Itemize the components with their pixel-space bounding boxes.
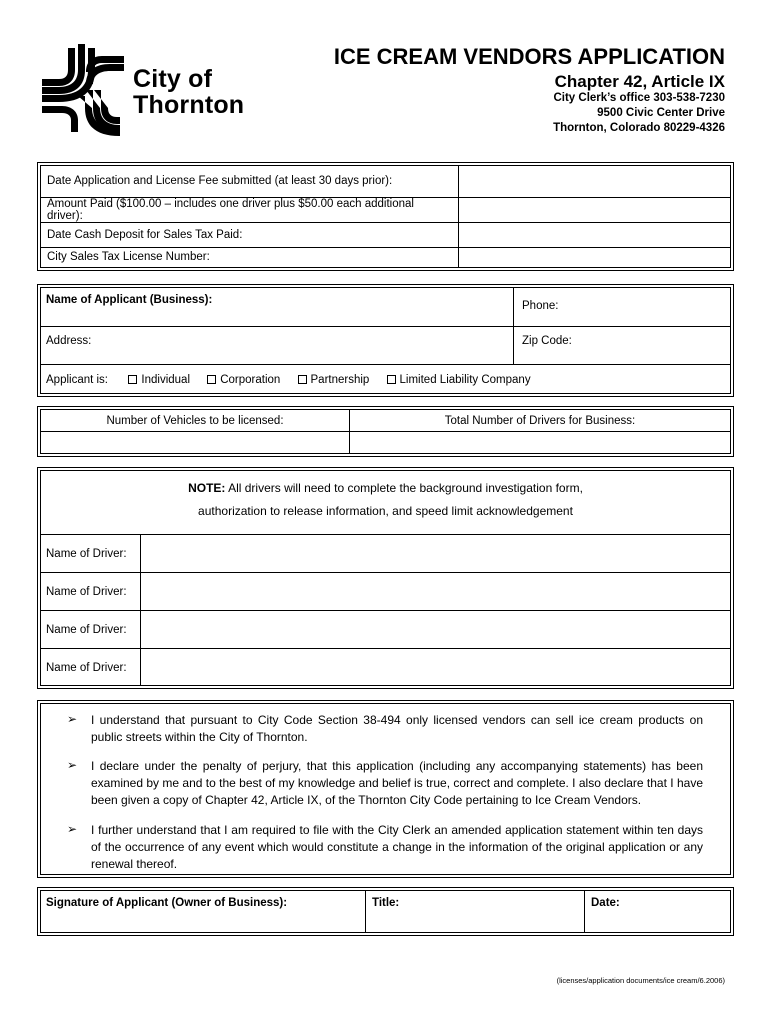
drivers-total-field[interactable] — [350, 432, 730, 453]
driver-row — [41, 610, 730, 648]
city-of-thornton-logo — [40, 44, 250, 136]
checkbox-icon[interactable] — [387, 375, 396, 384]
driver-name-field[interactable] — [140, 573, 730, 610]
business-name-label: Name of Applicant (Business): — [46, 294, 213, 306]
vehicles-label: Number of Vehicles to be licensed: — [41, 410, 350, 432]
checkbox-icon[interactable] — [298, 375, 307, 384]
applicant-type-label: Applicant is: — [46, 374, 109, 386]
driver-name-field[interactable] — [140, 611, 730, 648]
deposit-date-field[interactable] — [459, 222, 731, 247]
thornton-logo-mark-icon — [40, 44, 126, 136]
document-footer: (licenses/application documents/ice cream/6.2006) — [556, 976, 725, 985]
amount-paid-label: Amount Paid ($100.00 – includes one driver plus $50.00 each additional driver): — [41, 197, 459, 222]
address-field[interactable] — [41, 327, 514, 365]
bullet-arrow-icon: ➢ — [67, 758, 78, 772]
driver-row — [41, 534, 730, 572]
statement-1: I understand that pursuant to City Code Section 38-494 only licensed vendors can sell ice cream products on public streets within the City of Thornton. — [91, 713, 703, 744]
driver-name-label: Name of Driver: — [46, 548, 127, 560]
tax-license-field[interactable] — [459, 247, 731, 267]
checkbox-icon[interactable] — [128, 375, 137, 384]
signature-field[interactable] — [41, 891, 366, 932]
drivers-total-label: Total Number of Drivers for Business: — [350, 410, 730, 432]
business-name-field[interactable] — [41, 288, 514, 327]
bullet-arrow-icon: ➢ — [67, 822, 78, 836]
zip-label: Zip Code: — [522, 335, 572, 347]
contact-city: Thornton, Colorado 80229-4326 — [553, 122, 725, 134]
note-line1: NOTE: All drivers will need to complete the background investigation form, — [188, 481, 583, 495]
signature-label: Signature of Applicant (Owner of Business): — [46, 897, 288, 909]
date-label: Date: — [591, 897, 620, 909]
driver-name-label: Name of Driver: — [46, 586, 127, 598]
fee-date-field[interactable] — [459, 166, 731, 197]
logo-line2: Thornton — [133, 91, 245, 119]
zip-field[interactable] — [514, 327, 730, 365]
logo-line1: City of — [133, 65, 213, 93]
applicant-section — [40, 287, 731, 394]
statement-3: I further understand that I am required to file with the City Clerk an amended application statement within ten days of the occurrence of any event which would constitute a change in the information of the original application or any renewal thereof. — [91, 823, 703, 871]
deposit-date-label: Date Cash Deposit for Sales Tax Paid: — [41, 222, 459, 247]
contact-phone: City Clerk’s office 303-538-7230 — [553, 92, 725, 104]
tax-license-label: City Sales Tax License Number: — [41, 247, 459, 267]
vehicles-count-field[interactable] — [41, 432, 350, 453]
statements-section — [40, 703, 731, 875]
driver-name-field[interactable] — [140, 535, 730, 572]
option-individual[interactable]: Individual — [128, 374, 190, 386]
bullet-arrow-icon: ➢ — [67, 712, 78, 726]
driver-row — [41, 648, 730, 685]
checkbox-icon[interactable] — [207, 375, 216, 384]
title-field[interactable] — [366, 891, 585, 932]
date-field[interactable] — [585, 891, 730, 932]
driver-name-field[interactable] — [140, 649, 730, 685]
applicant-type-row — [46, 374, 545, 386]
option-corporation[interactable]: Corporation — [207, 374, 280, 386]
phone-label: Phone: — [522, 300, 559, 312]
form-subtitle: Chapter 42, Article IX — [554, 72, 725, 91]
amount-paid-field[interactable] — [459, 197, 731, 222]
phone-field[interactable] — [514, 288, 730, 327]
fee-date-label: Date Application and License Fee submitted (at least 30 days prior): — [41, 166, 459, 197]
form-title: ICE CREAM VENDORS APPLICATION — [333, 44, 725, 69]
driver-row — [41, 572, 730, 610]
option-llc[interactable]: Limited Liability Company — [387, 374, 531, 386]
signature-section — [40, 890, 731, 933]
title-label: Title: — [372, 897, 400, 909]
contact-address: 9500 Civic Center Drive — [597, 107, 725, 119]
driver-name-label: Name of Driver: — [46, 662, 127, 674]
note-line2: authorization to release information, and speed limit acknowledgement — [198, 504, 573, 518]
note-prefix: NOTE: — [188, 481, 226, 495]
option-partnership[interactable]: Partnership — [298, 374, 370, 386]
drivers-section — [40, 470, 731, 686]
address-label: Address: — [46, 335, 92, 347]
fees-section — [40, 165, 731, 268]
statement-2: I declare under the penalty of perjury, that this application (including any accompanying statements) has been examined by me and to the best of my knowledge and belief is true, correct and complete. I also declare that I have been given a copy of Chapter 42, Article IX, of the Thornton City Code pertaining to Ice Cream Vendors. — [91, 759, 703, 807]
vehicles-section — [40, 409, 731, 454]
driver-name-label: Name of Driver: — [46, 624, 127, 636]
